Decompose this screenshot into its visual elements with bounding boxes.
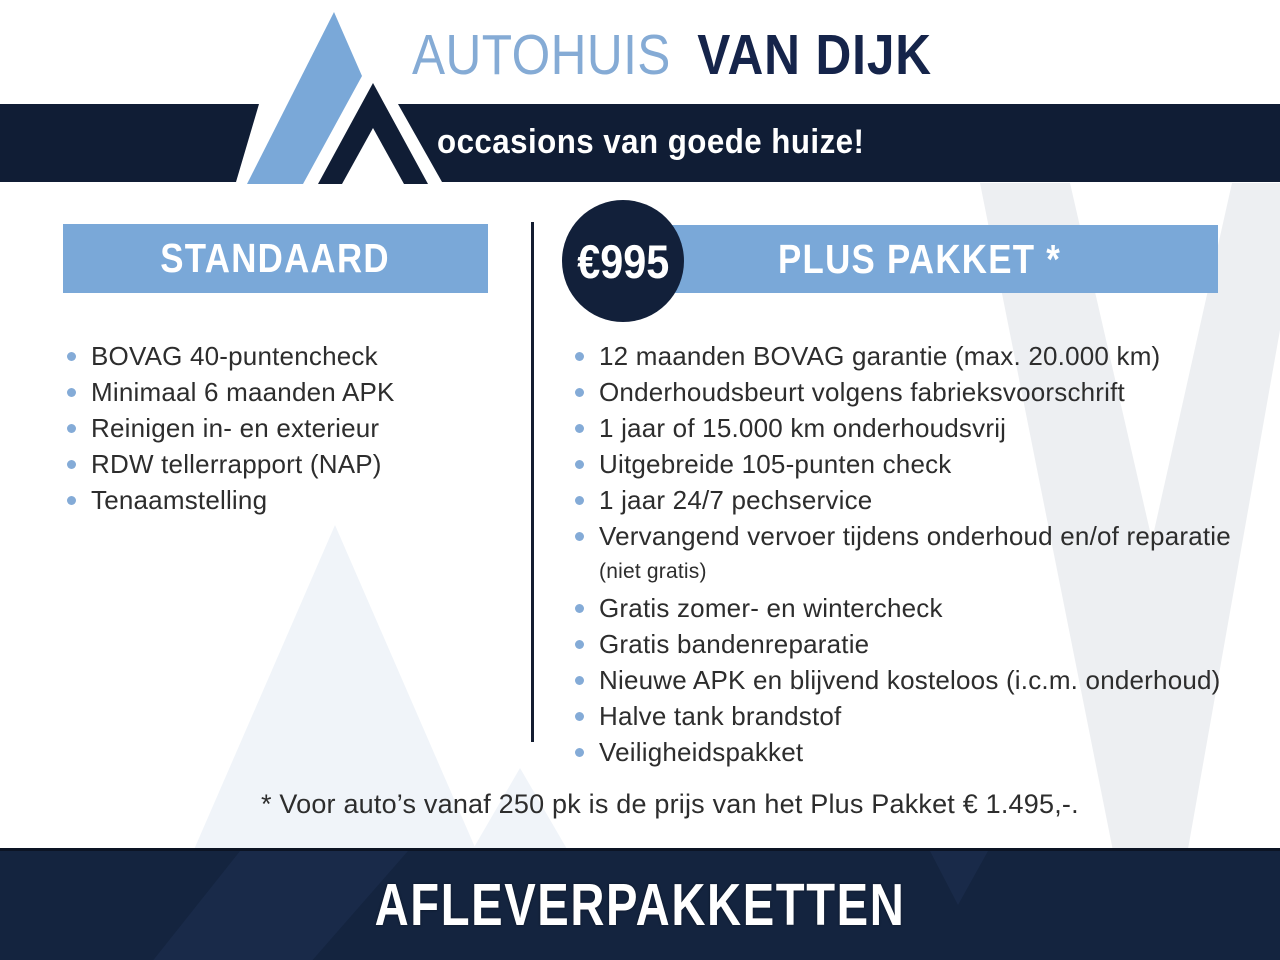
list-item-text: 1 jaar of 15.000 km onderhoudsvrij [599, 413, 1007, 443]
bullet-icon [575, 748, 584, 757]
list-item [62, 338, 395, 374]
list-item [62, 410, 395, 446]
plus-package-list [570, 338, 1231, 770]
list-item-text: Veiligheidspakket [599, 737, 804, 767]
brand-name-primary: AUTOHUIS [412, 23, 671, 87]
list-item [570, 518, 1231, 554]
bullet-icon [67, 496, 76, 505]
bullet-icon [575, 352, 584, 361]
brand-name-secondary: VAN DIJK [697, 23, 932, 87]
bullet-icon [575, 388, 584, 397]
list-item [62, 482, 395, 518]
list-item [570, 410, 1231, 446]
footer-banner [0, 848, 1280, 960]
price-badge-text: €995 [576, 234, 670, 288]
list-item [570, 374, 1231, 410]
list-item-text: Vervangend vervoer tijdens onderhoud en/of reparatie [599, 521, 1231, 551]
footer-title: AFLEVERPAKKETTEN [374, 872, 906, 938]
bullet-icon [67, 388, 76, 397]
list-item-note [570, 554, 1231, 590]
list-item [570, 590, 1231, 626]
standard-package-title: STANDAARD [160, 235, 391, 281]
list-item-text: Reinigen in- en exterieur [91, 413, 380, 443]
list-item [570, 446, 1231, 482]
list-item-text: Gratis bandenreparatie [599, 629, 870, 659]
bullet-icon [575, 460, 584, 469]
bullet-icon [575, 712, 584, 721]
bullet-icon [575, 604, 584, 613]
bullet-icon [67, 352, 76, 361]
list-item-text: Uitgebreide 105-punten check [599, 449, 952, 479]
list-item-text: Gratis zomer- en wintercheck [599, 593, 943, 623]
list-item-text: Nieuwe APK en blijvend kosteloos (i.c.m. onderhoud) [599, 665, 1221, 695]
bullet-icon [575, 676, 584, 685]
bullet-icon [575, 496, 584, 505]
list-item [62, 446, 395, 482]
list-item-text: Halve tank brandstof [599, 701, 842, 731]
standard-package-header [63, 224, 488, 293]
price-badge [562, 200, 684, 322]
list-item-text: 1 jaar 24/7 pechservice [599, 485, 873, 515]
list-item [62, 374, 395, 410]
list-item-note-text: (niet gratis) [599, 560, 707, 583]
standard-package-list [62, 338, 395, 518]
list-item-text: Minimaal 6 maanden APK [91, 377, 395, 407]
list-item [570, 482, 1231, 518]
list-item-text: Tenaamstelling [91, 485, 268, 515]
list-item [570, 662, 1231, 698]
list-item-text: RDW tellerrapport (NAP) [91, 449, 382, 479]
plus-package-title: PLUS PAKKET * [778, 235, 1062, 282]
plus-package-header [622, 225, 1218, 293]
bullet-icon [575, 640, 584, 649]
bullet-icon [67, 424, 76, 433]
tagline-text: occasions van goede huize! [437, 123, 865, 161]
list-item-text: Onderhoudsbeurt volgens fabrieksvoorschrift [599, 377, 1125, 407]
column-divider [531, 222, 534, 742]
list-item [570, 626, 1231, 662]
list-item-text: 12 maanden BOVAG garantie (max. 20.000 km) [599, 341, 1161, 371]
footnote-text: * Voor auto’s vanaf 250 pk is de prijs van het Plus Pakket € 1.495,-. [261, 789, 1079, 819]
bullet-icon [575, 424, 584, 433]
bullet-icon [67, 460, 76, 469]
list-item [570, 734, 1231, 770]
list-item [570, 338, 1231, 374]
brand-logo-icon [247, 12, 428, 184]
bullet-icon [575, 532, 584, 541]
list-item [570, 698, 1231, 734]
brand-title [412, 23, 932, 87]
list-item-text: BOVAG 40-puntencheck [91, 341, 378, 371]
